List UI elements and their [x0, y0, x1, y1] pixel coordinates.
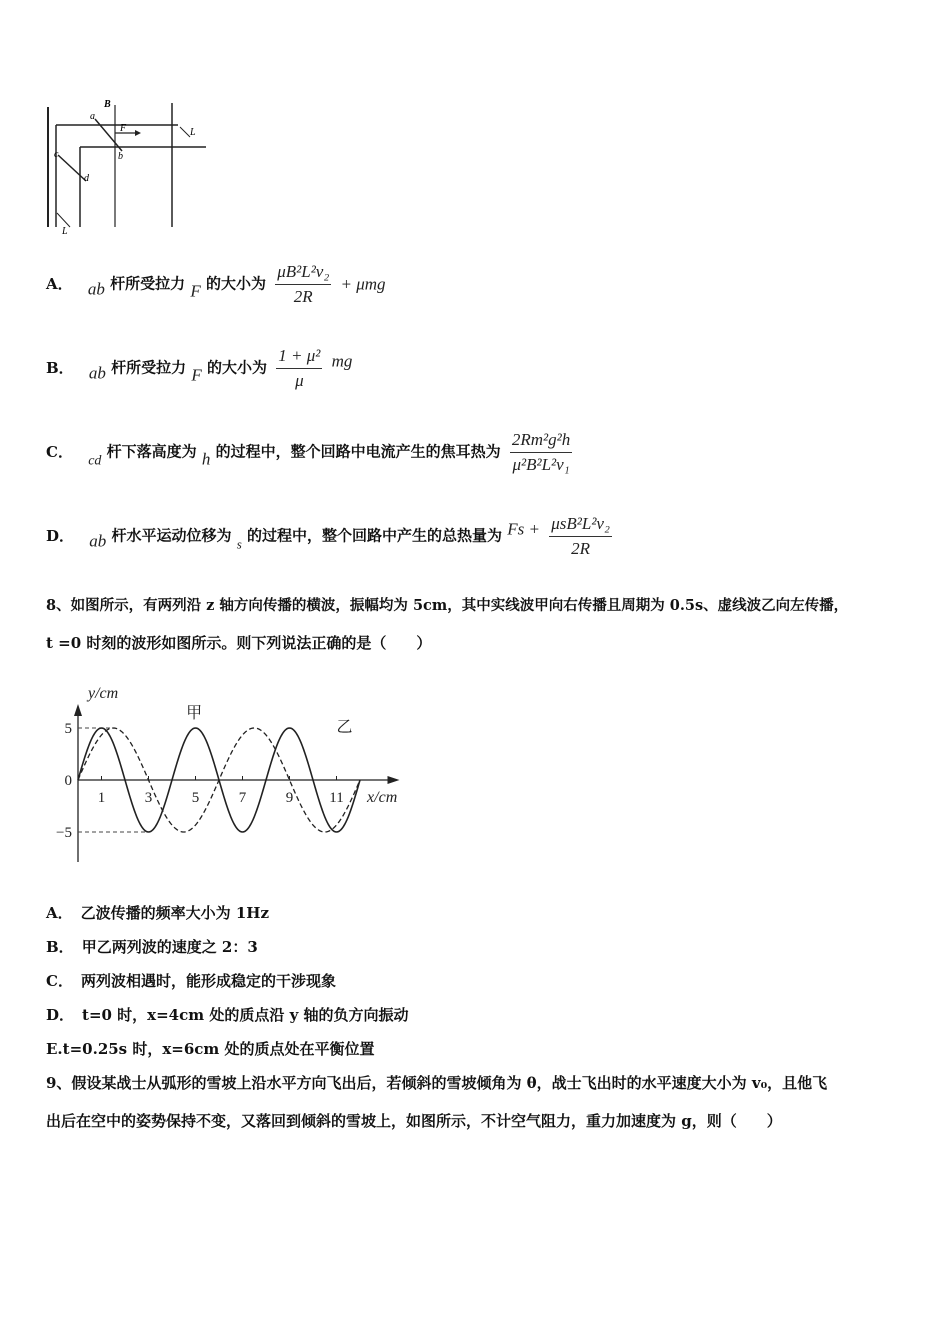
x-tick-label: 11	[329, 790, 344, 806]
var-1: ab	[89, 531, 107, 551]
var-2: h	[201, 449, 211, 469]
x-axis-label: x/cm	[367, 789, 398, 806]
q8-option-c[interactable]	[46, 970, 336, 991]
option-tail: mg	[331, 351, 353, 371]
wave-chart	[40, 660, 420, 870]
series-label-yi: 乙	[336, 719, 353, 736]
q8-option-d[interactable]	[46, 1004, 409, 1025]
var-1: ab	[88, 363, 106, 383]
option-text: 甲乙两列波的速度之 2：3	[81, 938, 258, 956]
q8-stem-line-2: t =0 时刻的波形如图所示。则下列说法正确的是（ ）	[46, 634, 432, 652]
option-text-2: 的大小为	[205, 274, 266, 293]
q8-option-a[interactable]	[46, 902, 269, 923]
y-axis-label: y/cm	[88, 685, 119, 702]
fraction	[275, 262, 331, 307]
label-F: F	[120, 123, 127, 134]
x-tick-label: 3	[144, 790, 153, 806]
option-text-2: 的过程中，整个回路中电流产生的焦耳热为	[215, 442, 501, 461]
q8-option-e[interactable]	[46, 1038, 375, 1059]
q9-stem-line-1: 9、假设某战士从弧形的雪坡上沿水平方向飞出后，若倾斜的雪坡倾角为 θ，战士飞出时的水平速度大小为 v₀，且他飞	[46, 1074, 828, 1092]
label-c: c	[54, 149, 59, 160]
option-letter: A．	[46, 274, 73, 293]
rail-figure	[40, 95, 215, 240]
option-text: 两列波相遇时，能形成稳定的干涉现象	[80, 972, 336, 990]
option-letter: C．	[46, 972, 73, 990]
label-a: a	[90, 111, 95, 122]
option-text-1: 杆所受拉力	[110, 274, 186, 293]
option-letter: B．	[46, 358, 74, 377]
q9-stem-line-2: 出后在空中的姿势保持不变，又落回到倾斜的雪坡上，如图所示，不计空气阻力，重力加速度为 g，则（ ）	[46, 1112, 782, 1130]
var-2: s	[236, 536, 242, 552]
numerator: μsB²L²v₂	[549, 514, 612, 537]
y-axis-arrow	[74, 704, 82, 716]
fraction	[276, 346, 322, 391]
option-prefix: Fs +	[507, 519, 541, 539]
x-tick-label: 9	[285, 790, 294, 806]
option-text-2: 的大小为	[207, 358, 268, 377]
denominator: 2R	[293, 287, 313, 306]
denominator: μ	[295, 371, 304, 390]
option-letter: A．	[46, 904, 73, 922]
option-text: t=0.25s 时，x=6cm 处的质点处在平衡位置	[62, 1040, 375, 1058]
q8-stem-line-1: 8、如图所示，有两列沿 z 轴方向传播的横波，振幅均为 5cm，其中实线波甲向右传播且周期为 0.5s、虚线波乙向左传播，	[46, 597, 849, 614]
option-letter: E.	[46, 1040, 63, 1058]
option-text: 乙波传播的频率大小为 1Hz	[80, 904, 269, 922]
y-tick-label: −5	[56, 825, 72, 841]
var-2: F	[190, 281, 201, 301]
fraction	[549, 514, 612, 559]
var-1: ab	[87, 279, 105, 299]
option-tail: + μmg	[340, 274, 386, 294]
option-text: t=0 时，x=4cm 处的质点沿 y 轴的负方向振动	[82, 1006, 409, 1024]
label-B: B	[104, 99, 111, 110]
label-L-top: L	[190, 127, 196, 138]
x-tick-label: 7	[238, 790, 247, 806]
option-text-1: 杆所受拉力	[111, 358, 187, 377]
y-tick-label: 0	[64, 773, 72, 789]
x-axis-arrow	[388, 776, 400, 784]
y-tick-label: 5	[64, 721, 72, 737]
option-letter: D．	[46, 1006, 75, 1024]
var-1: cd	[88, 453, 102, 469]
chart-labels	[56, 685, 397, 841]
label-L-bottom: L	[62, 226, 68, 237]
series-label-jia: 甲	[186, 705, 203, 722]
q7-option-a[interactable]	[46, 262, 386, 307]
option-text-1: 杆下落高度为	[106, 442, 197, 461]
denominator: μ²B²L²v₁	[512, 455, 570, 474]
denominator: 2R	[571, 539, 591, 558]
q8-option-b[interactable]	[46, 936, 258, 957]
label-b: b	[118, 151, 123, 162]
option-letter: C．	[46, 442, 73, 461]
option-text-1: 杆水平运动位移为	[111, 526, 232, 545]
option-letter: B．	[46, 938, 74, 956]
numerator: μB²L²v₂	[275, 262, 331, 285]
q7-option-b[interactable]	[46, 346, 352, 391]
x-tick-label: 5	[191, 790, 200, 806]
var-2: F	[191, 365, 202, 385]
label-d: d	[84, 173, 89, 184]
x-tick-label: 1	[97, 790, 106, 806]
numerator: 2Rm²g²h	[510, 430, 572, 453]
q7-option-c[interactable]	[46, 430, 576, 475]
fraction	[510, 430, 572, 475]
option-letter: D．	[46, 526, 75, 545]
option-text-2: 的过程中，整个回路中产生的总热量为	[247, 526, 503, 545]
numerator: 1 + μ²	[276, 346, 322, 369]
q7-option-d[interactable]	[46, 514, 616, 559]
